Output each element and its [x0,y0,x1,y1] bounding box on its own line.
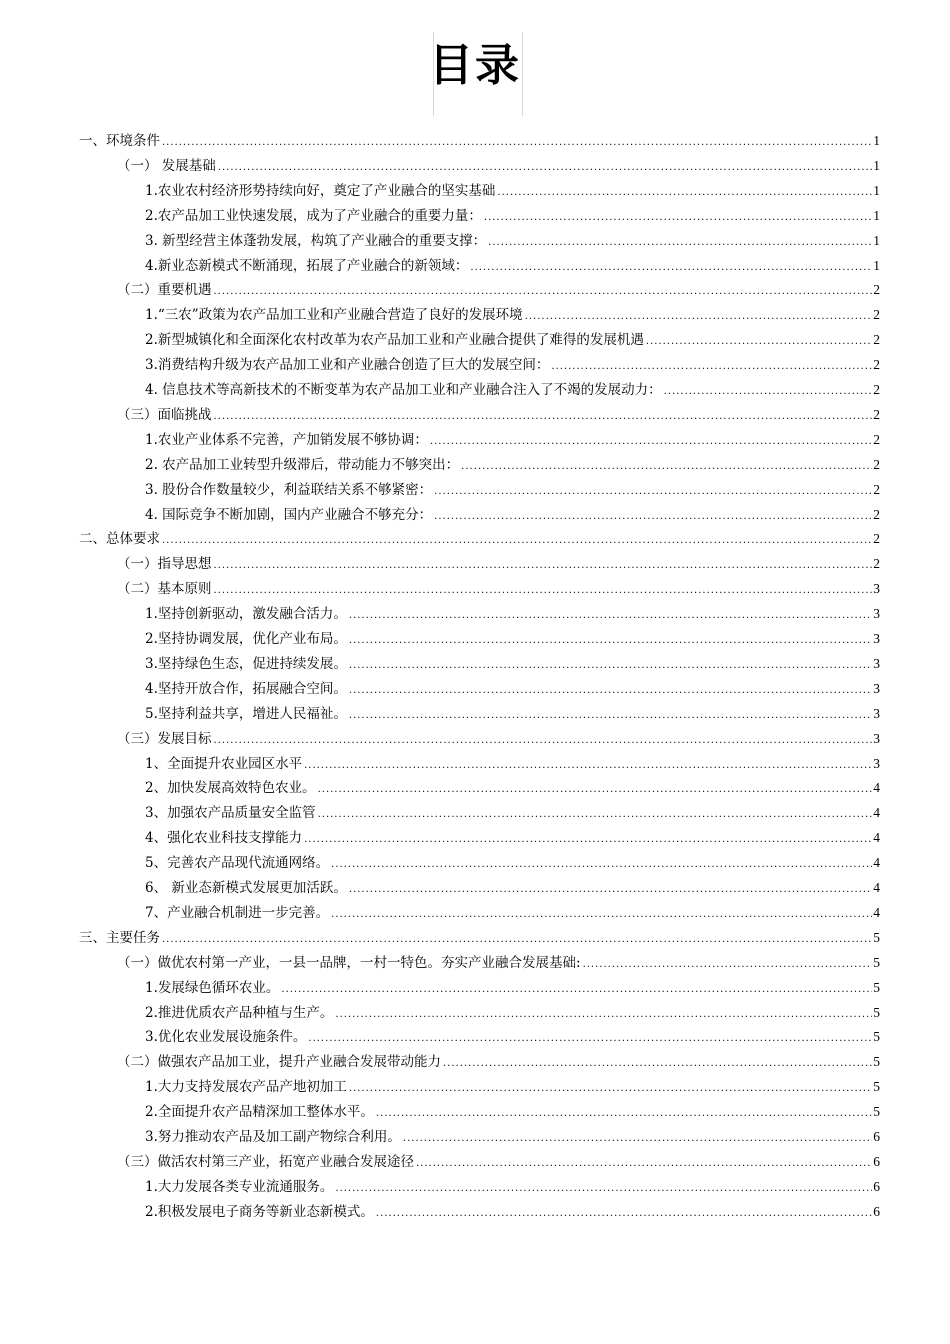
toc-entry[interactable] [145,701,880,726]
toc-entry-text: 5.坚持利益共享，增进人民福祉。 [145,705,347,722]
toc-entry-text: 三、主要任务 [79,929,160,946]
toc-entry[interactable] [145,626,880,651]
toc-leader-dots [349,628,872,653]
toc-entry-text: 2.坚持协调发展，优化产业布局。 [145,631,347,647]
toc-leader-dots [162,130,872,155]
toc-page-number: 3 [873,730,880,746]
toc-entry[interactable] [145,751,880,776]
toc-leader-dots [349,877,872,902]
toc-entry[interactable] [145,502,880,527]
toc-entry-text: （一）做优农村第一产业，一县一品牌，一村一特色。夯实产业融合发展基础: [117,954,581,971]
toc-page-number: 4 [873,780,880,796]
toc-leader-dots [308,1026,872,1051]
toc-entry[interactable] [145,203,880,228]
toc-entry[interactable] [145,228,880,253]
toc-page-number: 2 [873,481,880,497]
toc-entry-text: 3.坚持绿色生态，促进持续发展。 [145,655,347,672]
toc-leader-dots [461,454,872,479]
toc-page-number: 6 [873,1178,880,1194]
toc-page-number: 3 [873,581,880,597]
toc-entry-text: 3、加强农产品质量安全监管 [145,805,316,822]
toc-leader-dots [349,678,872,703]
toc-entry[interactable] [117,551,880,576]
toc-entry-text: （二）基本原则 [117,581,212,598]
toc-entry[interactable] [145,1124,880,1149]
toc-leader-dots [335,1002,872,1027]
toc-leader-dots [214,578,873,603]
toc-entry[interactable] [117,950,880,975]
toc-entry-text: 6、 新业态新模式发展更加活跃。 [145,880,347,896]
toc-leader-dots [349,703,872,728]
toc-entry[interactable] [117,1149,880,1174]
toc-page-number: 1 [873,182,880,198]
toc-entry-text: 1.大力支持发展农产品产地初加工 [145,1079,347,1096]
toc-entry-text: （一） 发展基础 [117,157,216,174]
toc-entry[interactable] [145,875,880,900]
toc-leader-dots [331,902,872,927]
toc-leader-dots [214,404,873,429]
toc-entry-text: 3. 新型经营主体蓬勃发展，构筑了产业融合的重要支撑： [145,232,487,249]
toc-page-number: 5 [873,1104,880,1120]
toc-page-number: 6 [873,1203,880,1219]
toc-page-number: 5 [873,1029,880,1045]
toc-leader-dots [376,1101,872,1126]
toc-page-number: 1 [873,207,880,223]
toc-page-number: 2 [873,531,880,547]
toc-page-number: 4 [873,830,880,846]
toc-leader-dots [281,977,872,1002]
toc-leader-dots [318,802,873,827]
toc-page-number: 5 [873,979,880,995]
toc-leader-dots [218,155,872,180]
toc-entry-text: 2.农产品加工业快速发展，成为了产业融合的重要力量： [145,207,482,224]
toc-leader-dots [349,1076,872,1101]
toc-page-number: 3 [873,755,880,771]
toc-entry[interactable] [145,377,880,402]
toc-leader-dots [484,205,872,230]
toc-entry[interactable] [145,452,880,477]
toc-entry[interactable] [145,1024,880,1049]
toc-leader-dots [434,504,872,529]
toc-entry[interactable] [79,925,880,950]
toc-entry[interactable] [145,1174,880,1199]
toc-entry-text: 4、强化农业科技支撑能力 [145,830,303,847]
toc-entry[interactable] [117,1049,880,1074]
toc-entry-text: （三）做活农村第三产业，拓宽产业融合发展途径 [117,1153,414,1170]
toc-entry-text: 1.农业农村经济形势持续向好，奠定了产业融合的坚实基础 [145,182,496,199]
toc-entry-text: 1.发展绿色循环农业。 [145,979,280,996]
toc-leader-dots [497,180,872,205]
toc-leader-dots [162,528,872,553]
toc-entry-text: 1.大力发展各类专业流通服务。 [145,1178,334,1195]
toc-page-number: 2 [873,307,880,323]
toc-entry-text: 4.新业态新模式不断涌现，拓展了产业融合的新领域： [145,257,469,274]
toc-entry-text: 4. 信息技术等高新技术的不断变革为农产品加工业和产业融合注入了不竭的发展动力： [145,382,662,398]
toc-entry[interactable] [117,576,880,601]
toc-entry-text: （一）指导思想 [117,556,212,573]
toc-page-number: 2 [873,556,880,572]
toc-entry-text: （二）做强农产品加工业，提升产业融合发展带动能力 [117,1054,441,1071]
toc-page-number: 4 [873,855,880,871]
toc-entry[interactable] [145,800,880,825]
toc-entry[interactable] [117,402,880,427]
toc-page-number: 3 [873,705,880,721]
toc-leader-dots [583,952,873,977]
toc-page-number: 2 [873,406,880,422]
toc-page-number: 1 [873,232,880,248]
toc-leader-dots [443,1051,872,1076]
toc-leader-dots [214,728,873,753]
toc-entry[interactable] [145,900,880,925]
toc-entry[interactable] [145,651,880,676]
toc-leader-dots [376,1201,872,1226]
toc-entry-text: 1.坚持创新驱动，激发融合活力。 [145,606,347,623]
toc-leader-dots [430,429,872,454]
toc-entry-text: 2.推进优质农产品种植与生产。 [145,1004,334,1021]
toc-page-number: 2 [873,506,880,522]
toc-entry-text: 4.坚持开放合作，拓展融合空间。 [145,680,347,697]
toc-entry-text: 2、加快发展高效特色农业。 [145,780,316,797]
toc-entry[interactable] [79,128,880,153]
toc-page-number: 3 [873,655,880,671]
toc-entry[interactable] [145,975,880,1000]
toc-entry-text: 1.农业产业体系不完善，产加销发展不够协调： [145,431,428,448]
toc-page-number: 3 [873,631,880,646]
toc-entry[interactable] [145,676,880,701]
toc-page-number: 1 [873,257,880,273]
toc-leader-dots [416,1151,872,1176]
toc-entry-text: 3.优化农业发展设施条件。 [145,1029,307,1046]
toc-entry-text: 2.新型城镇化和全面深化农村改革为农产品加工业和产业融合提供了难得的发展机遇 [145,332,644,349]
toc-leader-dots [304,753,872,778]
toc-entry[interactable] [145,825,880,850]
toc-page-number: 2 [873,431,880,447]
toc-leader-dots [214,553,873,578]
toc-entry-text: 二、总体要求 [79,531,160,548]
toc-entry[interactable] [145,601,880,626]
toc-entry[interactable] [145,427,880,452]
toc-page-number: 4 [873,880,880,895]
toc-entry[interactable] [145,1199,880,1224]
toc-leader-dots [525,304,873,329]
toc-page-number: 4 [873,904,880,920]
toc-entry[interactable] [117,726,880,751]
toc-entry[interactable] [117,277,880,302]
toc-entry[interactable] [145,178,880,203]
toc-entry[interactable] [145,302,880,327]
toc-page-number: 5 [873,1004,880,1020]
toc-page-number: 1 [873,133,880,148]
toc-leader-dots [403,1126,872,1151]
toc-entry-text: 5、完善农产品现代流通网络。 [145,855,330,872]
toc-entry[interactable] [79,526,880,551]
toc-leader-dots [304,827,872,852]
toc-leader-dots [470,255,872,280]
toc-entry-text: （三）发展目标 [117,730,212,747]
toc-entry[interactable] [145,1074,880,1099]
toc-entry[interactable] [145,327,880,352]
toc-leader-dots [349,603,872,628]
toc-entry[interactable] [145,1000,880,1025]
toc-leader-dots [551,354,872,379]
toc-page-number: 2 [873,357,880,373]
toc-page-number: 1 [873,157,880,173]
toc-leader-dots [318,777,873,802]
toc-entry[interactable] [117,153,880,178]
toc-page-number: 6 [873,1153,880,1169]
toc-leader-dots [646,329,872,354]
toc-page-number: 6 [873,1129,880,1144]
toc-entry[interactable] [145,1099,880,1124]
toc-entry-text: 4. 国际竞争不断加剧，国内产业融合不够充分： [145,506,433,523]
toc-entry-text: 7、产业融合机制进一步完善。 [145,904,330,921]
toc-leader-dots [664,379,873,404]
toc-entry-text: 3.消费结构升级为农产品加工业和产业融合创造了巨大的发展空间： [145,357,550,374]
toc-page-number: 2 [873,332,880,348]
page-title: 目录 [429,40,521,91]
toc-page-number: 5 [873,929,880,945]
toc-entry-text: 2. 农产品加工业转型升级滞后，带动能力不够突出： [145,456,460,473]
toc-entry-text: 一、环境条件 [79,133,160,149]
toc-entry-text: 1.“三农”政策为农产品加工业和产业融合营造了良好的发展环境 [145,307,523,324]
toc-page-number: 2 [873,382,880,397]
toc-entry-text: （三）面临挑战 [117,406,212,423]
toc-entry[interactable] [145,775,880,800]
toc-entry[interactable] [145,352,880,377]
toc-entry-text: 2.全面提升农产品精深加工整体水平。 [145,1104,374,1121]
toc-page-number: 5 [873,954,880,970]
toc-page-number: 2 [873,282,880,298]
toc-entry-text: 2.积极发展电子商务等新业态新模式。 [145,1203,374,1220]
title-area [0,32,950,122]
toc-page-number: 3 [873,606,880,622]
toc-leader-dots [349,653,872,678]
toc-page-number: 5 [873,1054,880,1070]
toc-entry-text: 1、全面提升农业园区水平 [145,755,303,772]
toc-leader-dots [488,230,872,255]
toc-page-number: 5 [873,1079,880,1095]
toc-leader-dots [214,279,873,304]
toc-page-number: 4 [873,805,880,821]
toc-leader-dots [162,927,872,952]
toc-page-number: 3 [873,680,880,696]
toc-entry[interactable] [145,477,880,502]
toc-page-number: 2 [873,456,880,472]
toc-entry-text: 3.努力推动农产品及加工副产物综合利用。 [145,1129,401,1145]
toc-leader-dots [335,1176,872,1201]
toc-leader-dots [331,852,872,877]
toc-entry[interactable] [145,253,880,278]
toc-entry-text: （二）重要机遇 [117,282,212,299]
toc-leader-dots [434,479,872,504]
toc-entry-text: 3. 股份合作数量较少，利益联结关系不够紧密： [145,481,433,498]
toc-entry[interactable] [145,850,880,875]
